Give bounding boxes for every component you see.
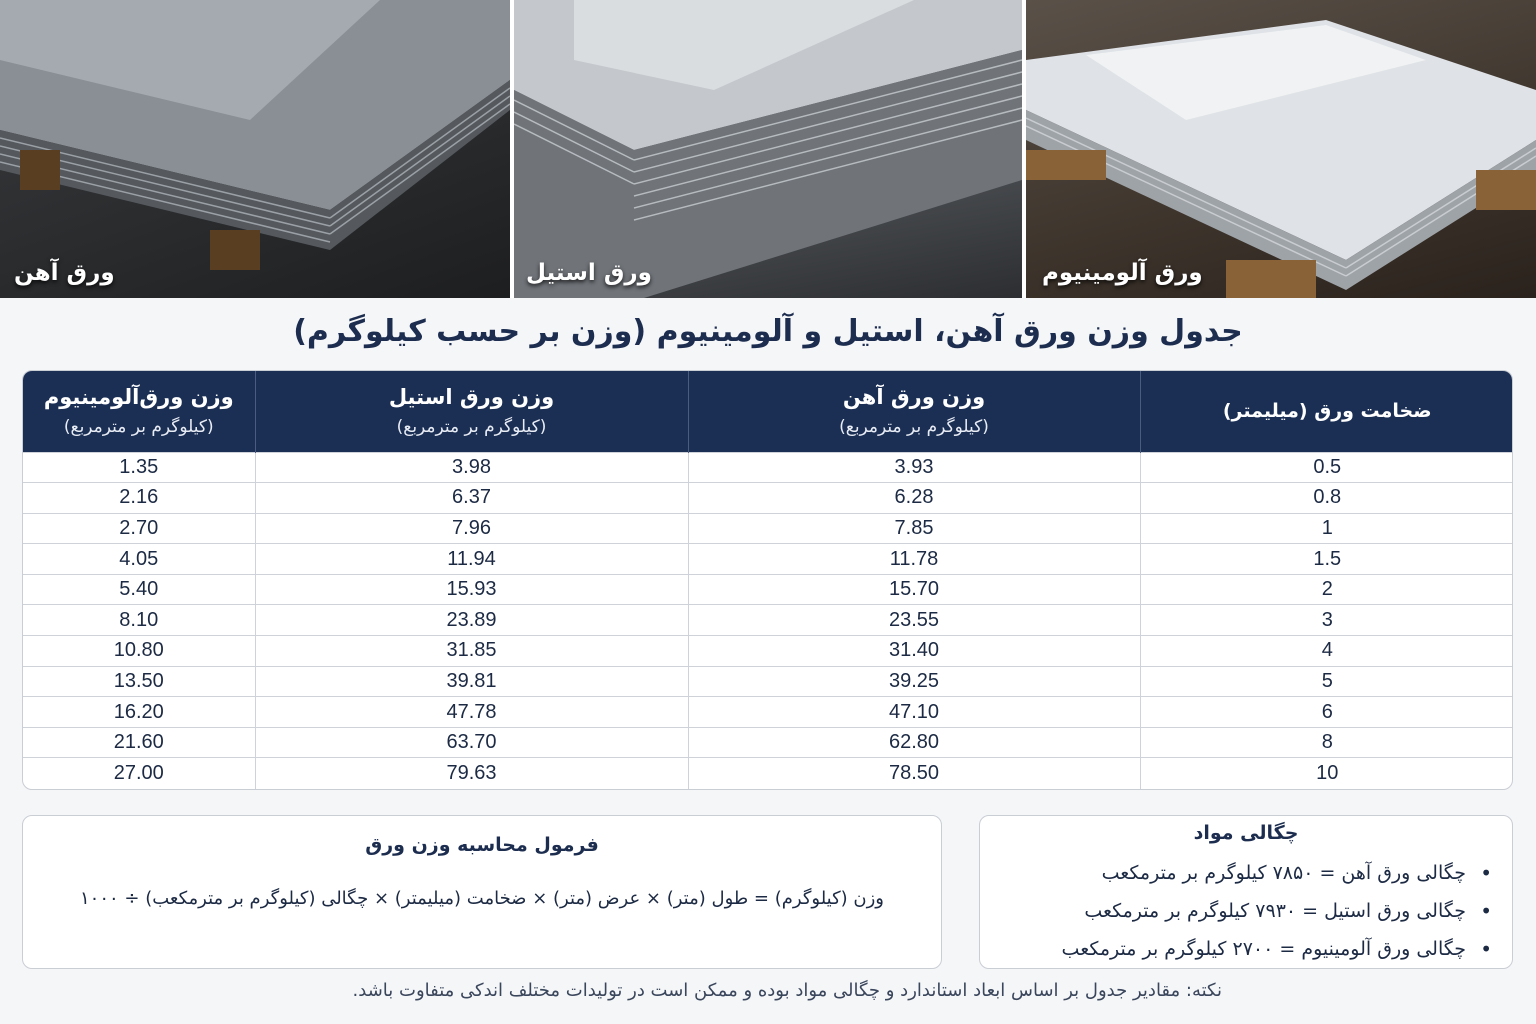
table-cell: 3 (1140, 605, 1513, 636)
table-cell: 0.8 (1140, 483, 1513, 514)
page-title: جدول وزن ورق آهن، استیل و آلومینیوم (وزن بر حسب کیلوگرم) (293, 314, 1243, 349)
table-row (23, 544, 1513, 575)
table-cell: 3.93 (688, 452, 1140, 483)
table-cell: 1.5 (1140, 544, 1513, 575)
table-row (23, 605, 1513, 636)
steel-sheet-photo (514, 0, 1022, 298)
table-cell: 5 (1140, 666, 1513, 697)
iron-sheet-photo (0, 0, 510, 298)
table-cell: 62.80 (688, 727, 1140, 758)
table-cell: 2.70 (23, 513, 255, 544)
header-iron-weight: وزن ورق آهن (کیلوگرم بر مترمربع) (688, 371, 1140, 452)
table-cell: 6.37 (255, 483, 688, 514)
table-cell: 6 (1140, 697, 1513, 728)
density-list (1062, 854, 1466, 968)
density-box (979, 815, 1513, 969)
table-cell: 2 (1140, 574, 1513, 605)
table-cell: 1.35 (23, 452, 255, 483)
table-cell: 21.60 (23, 727, 255, 758)
formula-title: فرمول محاسبه وزن ورق (365, 834, 599, 856)
photo-label-aluminium: ورق آلومینیوم (1042, 260, 1203, 286)
header-steel-weight: وزن ورق استیل (کیلوگرم بر مترمربع) (255, 371, 688, 452)
header-thickness: ضخامت ورق (میلیمتر) (1140, 371, 1513, 452)
photo-label-iron: ورق آهن (14, 260, 115, 286)
table-cell: 63.70 (255, 727, 688, 758)
table-row (23, 483, 1513, 514)
list-item: • چگالی ورق استیل = ۷۹۳۰ کیلوگرم بر مترمکعب (1062, 892, 1466, 930)
table-cell: 8 (1140, 727, 1513, 758)
table-cell: 31.40 (688, 636, 1140, 667)
sheet-stack-image (514, 0, 1022, 298)
photo-label-steel: ورق استیل (526, 260, 652, 286)
density-title: چگالی مواد (1193, 822, 1299, 844)
table-cell: 5.40 (23, 574, 255, 605)
table-cell: 4.05 (23, 544, 255, 575)
formula-text: وزن (کیلوگرم) = طول (متر) × عرض (متر) × ضخامت (میلیمتر) × چگالی (کیلوگرم بر مترمکعب) ÷ ۱۰۰۰ (80, 888, 884, 909)
table-cell: 10.80 (23, 636, 255, 667)
table-cell: 47.10 (688, 697, 1140, 728)
table-cell: 4 (1140, 636, 1513, 667)
table-row (23, 636, 1513, 667)
sheet-stack-image (1026, 0, 1536, 298)
table-cell: 31.85 (255, 636, 688, 667)
footnote: نکته: مقادیر جدول بر اساس ابعاد استاندارد و چگالی مواد بوده و ممکن است در تولیدات مختلف اندکی متفاوت باشد. (352, 980, 1222, 1001)
aluminium-sheet-photo (1026, 0, 1536, 298)
table-row (23, 666, 1513, 697)
table-cell: 3.98 (255, 452, 688, 483)
list-item: • چگالی ورق آلومینیوم = ۲۷۰۰ کیلوگرم بر مترمکعب (1062, 930, 1466, 968)
table-row (23, 452, 1513, 483)
header-aluminium-weight: وزن ورق‌آلومینیوم (کیلوگرم بر مترمربع) (23, 371, 255, 452)
table-cell: 7.85 (688, 513, 1140, 544)
table-cell: 6.28 (688, 483, 1140, 514)
table-cell: 78.50 (688, 758, 1140, 789)
photo-strip (0, 0, 1536, 298)
weight-table (22, 370, 1513, 790)
table-header-row (23, 371, 1513, 452)
table-cell: 2.16 (23, 483, 255, 514)
table-row (23, 758, 1513, 789)
table-cell: 39.25 (688, 666, 1140, 697)
table-row (23, 727, 1513, 758)
table-cell: 23.55 (688, 605, 1140, 636)
table-cell: 39.81 (255, 666, 688, 697)
table-cell: 15.93 (255, 574, 688, 605)
table-cell: 0.5 (1140, 452, 1513, 483)
table-cell: 11.94 (255, 544, 688, 575)
weight-table-grid (23, 371, 1513, 789)
table-cell: 7.96 (255, 513, 688, 544)
table-cell: 15.70 (688, 574, 1140, 605)
formula-box (22, 815, 942, 969)
table-cell: 11.78 (688, 544, 1140, 575)
table-cell: 10 (1140, 758, 1513, 789)
table-cell: 47.78 (255, 697, 688, 728)
table-cell: 23.89 (255, 605, 688, 636)
table-row (23, 574, 1513, 605)
table-row (23, 697, 1513, 728)
table-cell: 1 (1140, 513, 1513, 544)
table-row (23, 513, 1513, 544)
table-cell: 8.10 (23, 605, 255, 636)
table-cell: 13.50 (23, 666, 255, 697)
table-cell: 16.20 (23, 697, 255, 728)
table-cell: 79.63 (255, 758, 688, 789)
table-cell: 27.00 (23, 758, 255, 789)
sheet-stack-image (0, 0, 510, 298)
list-item: • چگالی ورق آهن = ۷۸۵۰ کیلوگرم بر مترمکعب (1062, 854, 1466, 892)
